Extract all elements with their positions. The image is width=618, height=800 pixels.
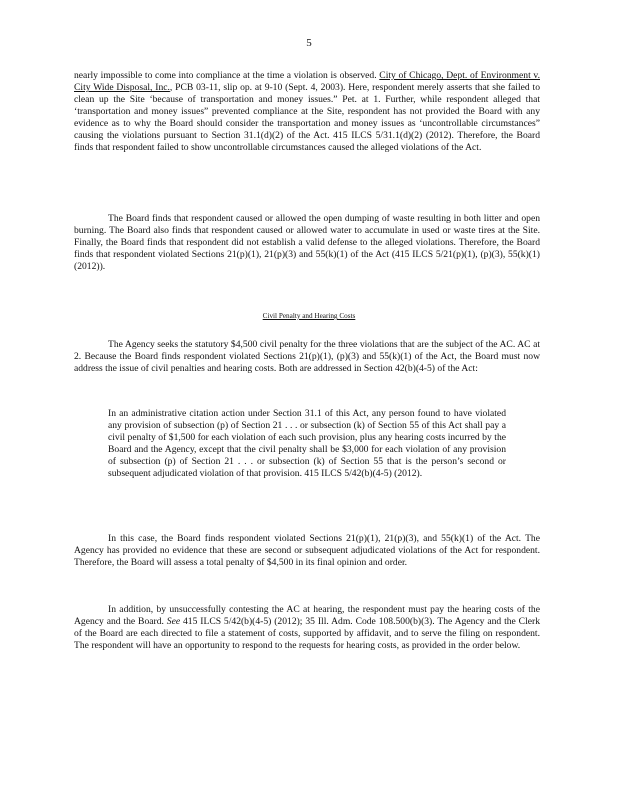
paragraph-hearing-costs (74, 604, 540, 652)
case-citation: City of Chicago, Dept. of Environment v. City Wide Disposal, Inc. (74, 70, 540, 93)
paragraph-text: 415 ILCS 5/42(b)(4-5) (2012); 35 Ill. Adm. Code 108.500(b)(3). The Agency and the Clerk of the Board are each directed to file a statement of costs, supported by affidavit, and to serve the filing on respondent. The respondent will have an opportunity to respond to the requests for hearing costs, as provided in the order below. (74, 616, 540, 651)
statutory-quote: In an administrative citation action under Section 31.1 of this Act, any person found to have violated any provision of subsection (p) of Section 21 . . . or subsection (k) of Section 55 of this Act shall pay a civil penalty of $1,500 for each violation of each such provision, plus any hearing costs incurred by the Board and the Agency, except that the civil penalty shall be $3,000 for each violation of any provision of subsection (p) of Section 21 . . . or subsection (k) of Section 55 that is the person’s second or subsequent adjudicated violation of that provision. 415 ILCS 5/42(b)(4-5) (2012). (108, 408, 506, 479)
paragraph-penalty-assessment: In this case, the Board finds respondent violated Sections 21(p)(1), 21(p)(3), and 55(k)(1) of the Act. The Agency has provided no evidence that these are second or subsequent adjudicated violations of the Act for respondent. Therefore, the Board will assess a total penalty of $4,500 in its final opinion and order. (74, 533, 540, 568)
paragraph-agency-penalty: The Agency seeks the statutory $4,500 civil penalty for the three violations that are the subject of the AC. AC at 2. Because the Board finds respondent violated Sections 21(p)(1), (p)(3) and 55(k)(1) of the Act, the Board must now address the issue of civil penalties and hearing costs. Both are addressed in Section 42(b)(4-5) of the Act: (74, 339, 540, 374)
paragraph-text: nearly impossible to come into compliance at the time a violation is observed. (74, 70, 380, 81)
page-number: 5 (306, 37, 312, 49)
section-heading: Civil Penalty and Hearing Costs (262, 312, 356, 320)
paragraph-text: , PCB 03-11, slip op. at 9-10 (Sept. 4, 2003). Here, respondent merely asserts that she failed to clean up the Site ‘because of transportation and money issues.” Pet. at 1. Further, while respondent alleged that ‘transportation and money issues” prevented compliance at the Site, respondent has not provided the Board with any evidence as to why the Board should consider the transportation and money issues as ‘uncontrollable circumstances” causing the violations pursuant to Section 31.1(d)(2) of the Act. 415 ILCS 5/31.1(d)(2) (2012). Therefore, the Board finds that respondent failed to show uncontrollable circumstances caused the alleged violations of the Act. (74, 82, 540, 153)
paragraph-uncontrollable-circumstances (74, 70, 540, 154)
signal-see: See (166, 616, 181, 627)
paragraph-text: In addition, by unsuccessfully contesting the AC at hearing, the respondent must pay the hearing costs of the Agency and the Board. (74, 604, 540, 627)
paragraph-board-findings: The Board finds that respondent caused or allowed the open dumping of waste resulting in both litter and open burning. The Board also finds that respondent caused or allowed water to accumulate in used or waste tires at the Site. Finally, the Board finds that respondent did not establish a valid defense to the alleged violations. Therefore, the Board finds that respondent violated Sections 21(p)(1), 21(p)(3) and 55(k)(1) of the Act (415 ILCS 5/21(p)(1), (p)(3), 55(k)(1) (2012)). (74, 213, 540, 272)
